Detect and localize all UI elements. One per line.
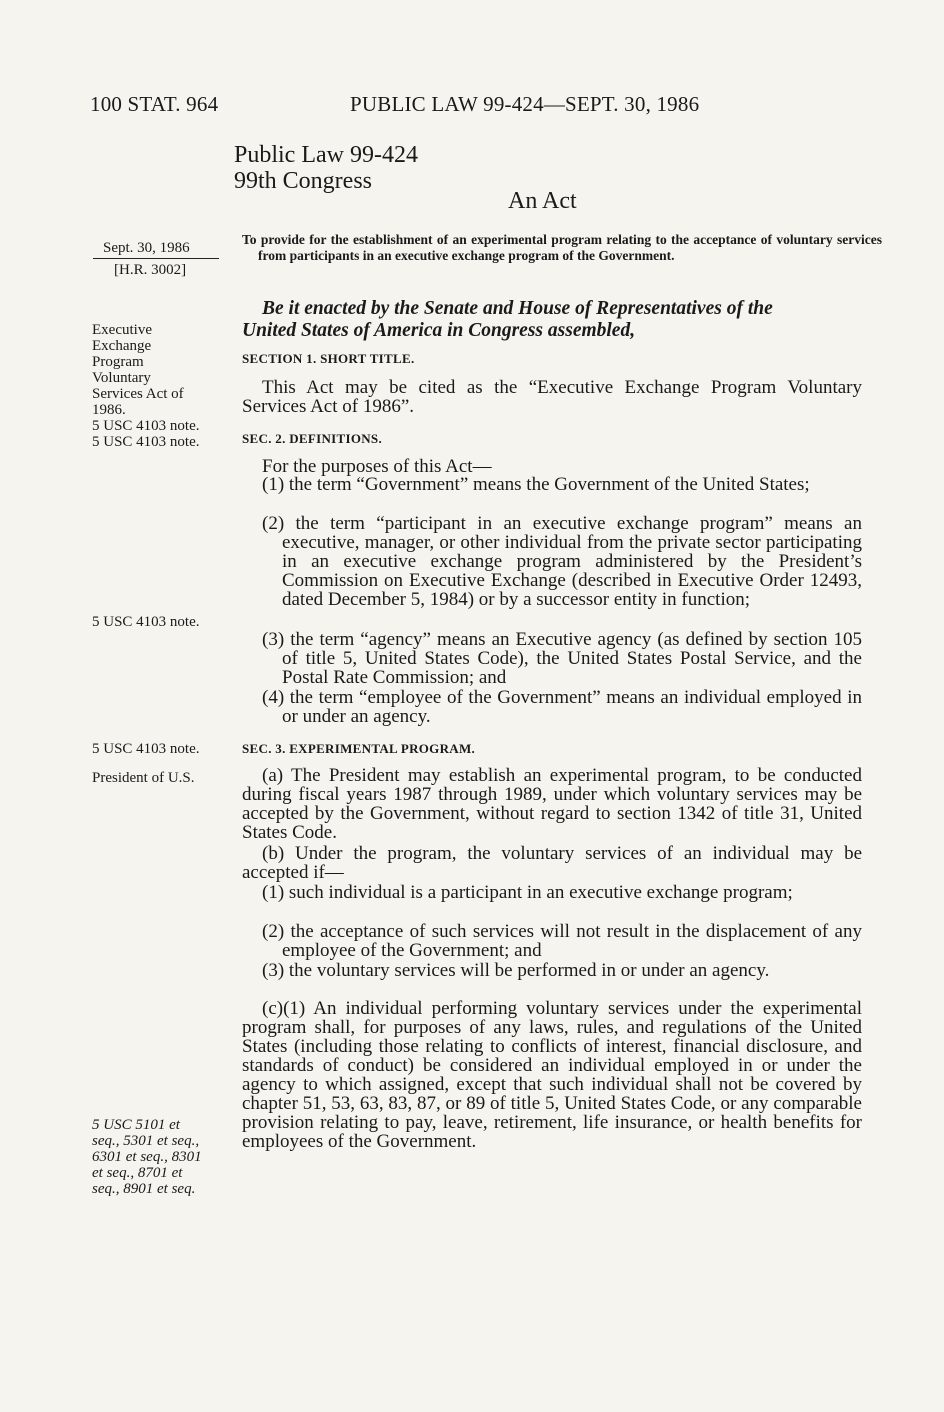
act-heading: An Act (508, 188, 577, 214)
section-1-heading: SECTION 1. SHORT TITLE. (242, 351, 415, 366)
margin-bill-number: [H.R. 3002] (114, 262, 187, 278)
definition-item: (2) the term “participant in an executive exchange program” means an executive, manager, or other individual from the private sector participating in an executive exchange program administered by the President’s Commission on Executive Exchange (described in Executive Order 12493, dated December 5, 1984) or by a successor entity in function; (262, 513, 862, 610)
section-3-subsection-c1: (c)(1) An individual performing voluntary services under the experimental program shall, for purposes of any laws, rules, and regulations of the United States (including those relating to conflicts of interest, financial disclosure, and standards of conduct) be considered an individual employed in or under the agency to which assigned, except that such individual shall not be covered by chapter 51, 53, 63, 83, 87, or 89 of title 5, United States Code, or any comparable provision relating to pay, leave, retirement, life insurance, or health benefits for employees of the Government. (242, 998, 862, 1152)
margin-usc-note: 5 USC 4103 note. (92, 418, 200, 434)
page-stat-citation: 100 STAT. 964 (90, 92, 219, 116)
margin-usc-note: 5 USC 4103 note. (92, 434, 200, 450)
margin-short-title: Executive Exchange Program Voluntary Services Act of 1986. (92, 322, 184, 418)
margin-divider (93, 258, 219, 259)
margin-usc-note: 5 USC 4103 note. (92, 741, 200, 757)
margin-usc-note: 5 USC 4103 note. (92, 614, 200, 630)
purpose-clause: To provide for the establishment of an experimental program relating to the acceptance of voluntary services from participants in an executive exchange program of the Government. (242, 232, 882, 263)
law-number: Public Law 99-424 (234, 142, 418, 168)
margin-usc-5101-note: 5 USC 5101 et seq., 5301 et seq., 6301 et seq., 8301 et seq., 8701 et seq., 8901 et seq. (92, 1117, 202, 1197)
margin-president-note: President of U.S. (92, 770, 195, 786)
definitions-intro: For the purposes of this Act— (262, 456, 492, 477)
subsection-b-item: (3) the voluntary services will be performed in or under an agency. (262, 960, 770, 981)
section-2-heading: SEC. 2. DEFINITIONS. (242, 431, 383, 446)
enacting-clause-line-1: Be it enacted by the Senate and House of Representatives of the (262, 298, 773, 319)
definition-item: (1) the term “Government” means the Government of the United States; (262, 474, 810, 495)
section-3-subsection-a: (a) The President may establish an experimental program, to be conducted during fiscal years 1987 through 1989, under which voluntary services may be accepted by the Government, without regard to section 1342 of title 31, United States Code. (242, 765, 862, 843)
margin-date: Sept. 30, 1986 (103, 240, 190, 256)
congress-number: 99th Congress (234, 168, 372, 194)
page-running-header: PUBLIC LAW 99-424—SEPT. 30, 1986 (350, 92, 700, 116)
enacting-clause-line-2: United States of America in Congress assembled, (242, 320, 636, 341)
section-3-subsection-b: (b) Under the program, the voluntary services of an individual may be accepted if— (242, 843, 862, 883)
definition-item: (3) the term “agency” means an Executive agency (as defined by section 105 of title 5, United States Code), the United States Postal Service, and the Postal Rate Commission; and (262, 629, 862, 688)
definition-item: (4) the term “employee of the Government” means an individual employed in or under an agency. (262, 687, 862, 727)
subsection-b-item: (2) the acceptance of such services will not result in the displacement of any employee of the Government; and (262, 921, 862, 961)
subsection-b-item: (1) such individual is a participant in an executive exchange program; (262, 882, 793, 903)
section-3-heading: SEC. 3. EXPERIMENTAL PROGRAM. (242, 741, 476, 756)
section-1-text: This Act may be cited as the “Executive Exchange Program Voluntary Services Act of 1986”. (242, 377, 862, 417)
